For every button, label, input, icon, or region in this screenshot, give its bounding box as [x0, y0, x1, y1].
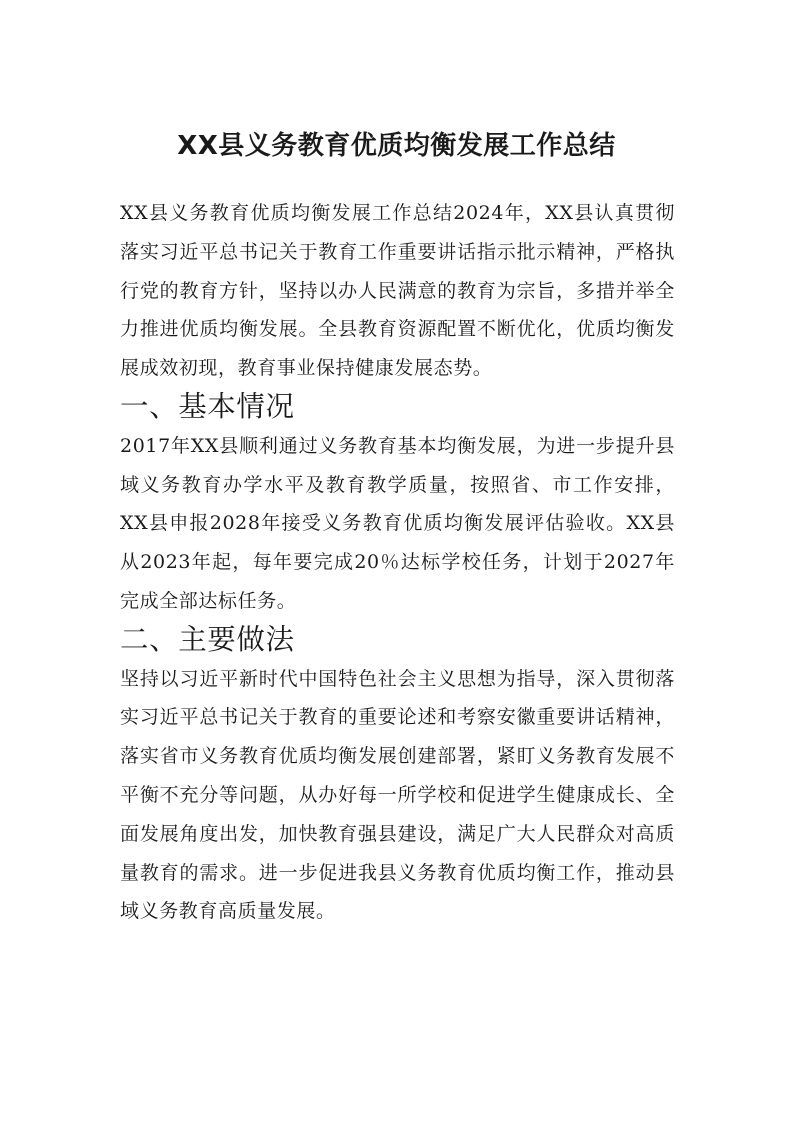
document-body	[120, 194, 675, 931]
section-heading-basic-situation: 一、基本情况	[120, 389, 295, 423]
section-body-main-practices: 坚持以习近平新时代中国特色社会主义思想为指导，深入贯彻落实习近平总书记关于教育的重要论述和考察安徽重要讲话精神，落实省市义务教育优质均衡发展创建部署，紧盯义务教育发展不平衡不充分等问题，从办好每一所学校和促进学生健康成长、全面发展角度出发，加快教育强县建设，满足广大人民群众对高质量教育的需求。进一步促进我县义务教育优质均衡工作，推动县域义务教育高质量发展。	[120, 667, 675, 923]
section-heading-main-practices: 二、主要做法	[120, 622, 295, 656]
section-body-basic-situation: 2017年XX县顺利通过义务教育基本均衡发展，为进一步提升县域义务教育办学水平及教育教学质量，按照省、市工作安排，XX县申报2028年接受义务教育优质均衡发展评估验收。XX县从2023年起，每年要完成20％达标学校任务，计划于2027年完成全部达标任务。	[120, 434, 675, 612]
document-title: XX县义务教育优质均衡发展工作总结	[177, 131, 616, 161]
intro-paragraph: XX县义务教育优质均衡发展工作总结2024年，XX县认真贯彻落实习近平总书记关于教育工作重要讲话指示批示精神，严格执行党的教育方针，坚持以办人民满意的教育为宗旨，多措并举全力推进优质均衡发展。全县教育资源配置不断优化，优质均衡发展成效初现，教育事业保持健康发展态势。	[120, 202, 675, 380]
